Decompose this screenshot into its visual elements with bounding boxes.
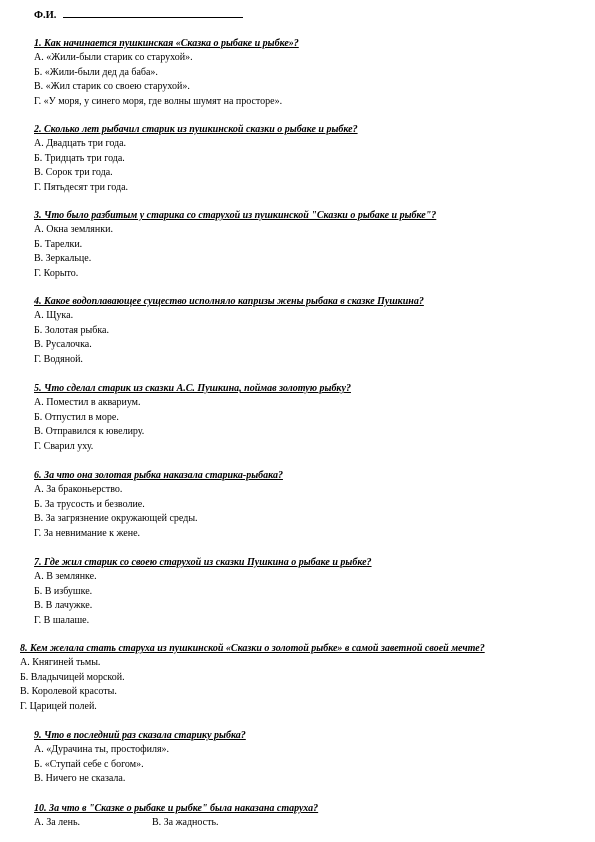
answer-option: А. Щука. (34, 310, 74, 322)
name-label: Ф.И. (34, 10, 57, 21)
answer-option: Б. Тридцать три года. (34, 152, 125, 164)
question-title: 1. Как начинается пушкинская «Сказка о рыбаке и рыбке»? (34, 38, 299, 49)
answer-option: Г. В шалаше. (34, 614, 90, 626)
name-field (34, 8, 243, 21)
answer-row (34, 816, 318, 830)
answer-option: В. Ничего не сказала. (34, 773, 126, 785)
answer-option: В. «Жил старик со своею старухой». (34, 81, 190, 93)
answer-option: А. За браконьерство. (34, 484, 123, 496)
answer-option: Г. Пятьдесят три года. (34, 181, 129, 193)
answer-option: Г. Царицей полей. (20, 700, 97, 712)
answer-option: А. За лень. (34, 817, 81, 829)
question-7 (34, 556, 372, 628)
question-title: 10. За что в "Сказке о рыбаке и рыбке" была наказана старуха? (34, 803, 319, 814)
question-title: 8. Кем желала стать старуха из пушкинской «Сказки о золотой рыбке» в самой заветной своей мечте? (20, 643, 485, 654)
question-title: 6. За что она золотая рыбка наказала старика-рыбака? (34, 470, 283, 481)
answer-option: В. Зеркальце. (34, 253, 92, 265)
answer-option: А. «Дурачина ты, простофиля». (34, 744, 170, 756)
question-1 (34, 37, 299, 109)
question-3 (34, 209, 436, 281)
question-title: 7. Где жил старик со своею старухой из сказки Пушкина о рыбаке и рыбке? (34, 557, 372, 568)
answer-option: Б. Золотая рыбка. (34, 324, 109, 336)
answer-option: Г. Корыто. (34, 267, 79, 279)
answer-option: В. Сорок три года. (34, 167, 113, 179)
answer-option: В. Отправился к ювелиру. (34, 426, 145, 438)
answer-option: А. Княгиней тьмы. (20, 657, 101, 669)
answer-option: А. Двадцать три года. (34, 138, 127, 150)
question-9 (34, 729, 246, 787)
question-title: 3. Что было разбитым у старика со старухой из пушкинской "Сказки о рыбаке и рыбке"? (34, 210, 437, 221)
answer-option: В. Королевой красоты. (20, 686, 117, 698)
answer-option: А. В землянке. (34, 571, 97, 583)
answer-option: В. В лачужке. (34, 600, 93, 612)
question-6 (34, 469, 283, 541)
question-title: 5. Что сделал старик из сказки А.С. Пушкина, поймав золотую рыбку? (34, 383, 351, 394)
answer-option: Б. Отпустил в море. (34, 411, 119, 423)
answer-option: А. Поместил в аквариум. (34, 397, 141, 409)
answer-option: В. За загрязнение окружающей среды. (34, 513, 198, 525)
question-title: 4. Какое водоплавающее существо исполняло капризы жены рыбака в сказке Пушкина? (34, 296, 424, 307)
question-title: 9. Что в последний раз сказала старику рыбка? (34, 730, 246, 741)
answer-option: Г. Водяной. (34, 353, 83, 365)
answer-option: Б. За трусость и безволие. (34, 498, 145, 510)
question-title: 2. Сколько лет рыбачил старик из пушкинской сказки о рыбаке и рыбке? (34, 124, 358, 135)
answer-option: А. Окна землянки. (34, 224, 113, 236)
answer-option: А. «Жили-были старик со старухой». (34, 52, 193, 64)
question-2 (34, 123, 358, 195)
answer-option: Г. За невнимание к жене. (34, 527, 141, 539)
answer-option: В. За жадность. (152, 817, 219, 829)
question-10 (34, 802, 318, 831)
answer-option: Б. «Ступай себе с богом». (34, 758, 144, 770)
answer-option: Б. «Жили-были дед да баба». (34, 66, 158, 78)
name-blank-line (63, 8, 243, 18)
answer-option: Г. «У моря, у синего моря, где волны шумят на просторе». (34, 95, 283, 107)
answer-option: Г. Сварил уху. (34, 440, 94, 452)
question-8 (20, 642, 485, 714)
answer-option: Б. Владычицей морской. (20, 671, 125, 683)
question-4 (34, 295, 424, 367)
answer-option: В. Русалочка. (34, 339, 92, 351)
answer-option: Б. В избушке. (34, 585, 93, 597)
answer-option: Б. Тарелки. (34, 238, 83, 250)
question-5 (34, 382, 351, 454)
